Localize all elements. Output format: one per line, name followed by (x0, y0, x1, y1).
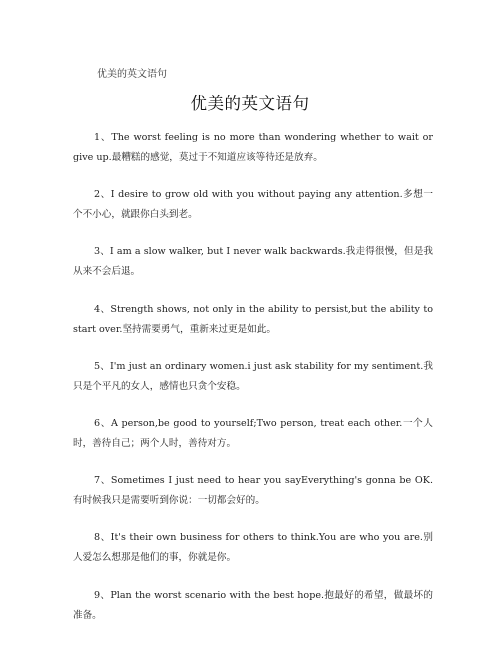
sentence-item-1: 1、The worst feeling is no more than wondering whether to wait or give up.最糟糕的感觉，莫过于不知道应该等待还是放弃。 (73, 132, 433, 163)
sentence-item-3: 3、I am a slow walker, but I never walk backwards.我走得很慢，但是我从来不会后退。 (73, 246, 433, 278)
sentence-item-2: 2、I desire to grow old with you without paying any attention.多想一个不小心，就跟你白头到老。 (73, 189, 433, 221)
sentence-item-5: 5、I'm just an ordinary women.i just ask stability for my sentiment.我只是个平凡的女人，感情也只贪个安稳。 (73, 360, 433, 392)
sentence-item-6: 6、A person,be good to yourself;Two person, treat each other.一个人时，善待自己；两个人时，善待对方。 (73, 417, 433, 449)
page-header: 优美的英文语句 (97, 69, 167, 80)
sentence-item-9: 9、Plan the worst scenario with the best hope.抱最好的希望，做最坏的准备。 (73, 589, 433, 621)
sentence-item-7: 7、Sometimes I just need to hear you sayEverything's gonna be OK.有时候我只是需要听到你说：一切都会好的。 (73, 475, 433, 507)
page-title: 优美的英文语句 (190, 94, 310, 113)
sentence-list (73, 128, 433, 643)
sentence-item-8: 8、It's their own business for others to think.You are who you are.别人爱怎么想那是他们的事，你就是你。 (73, 532, 433, 564)
sentence-item-4: 4、Strength shows, not only in the ability to persist,but the ability to start over.坚持需要勇气，重新来过更是如此。 (73, 303, 433, 335)
